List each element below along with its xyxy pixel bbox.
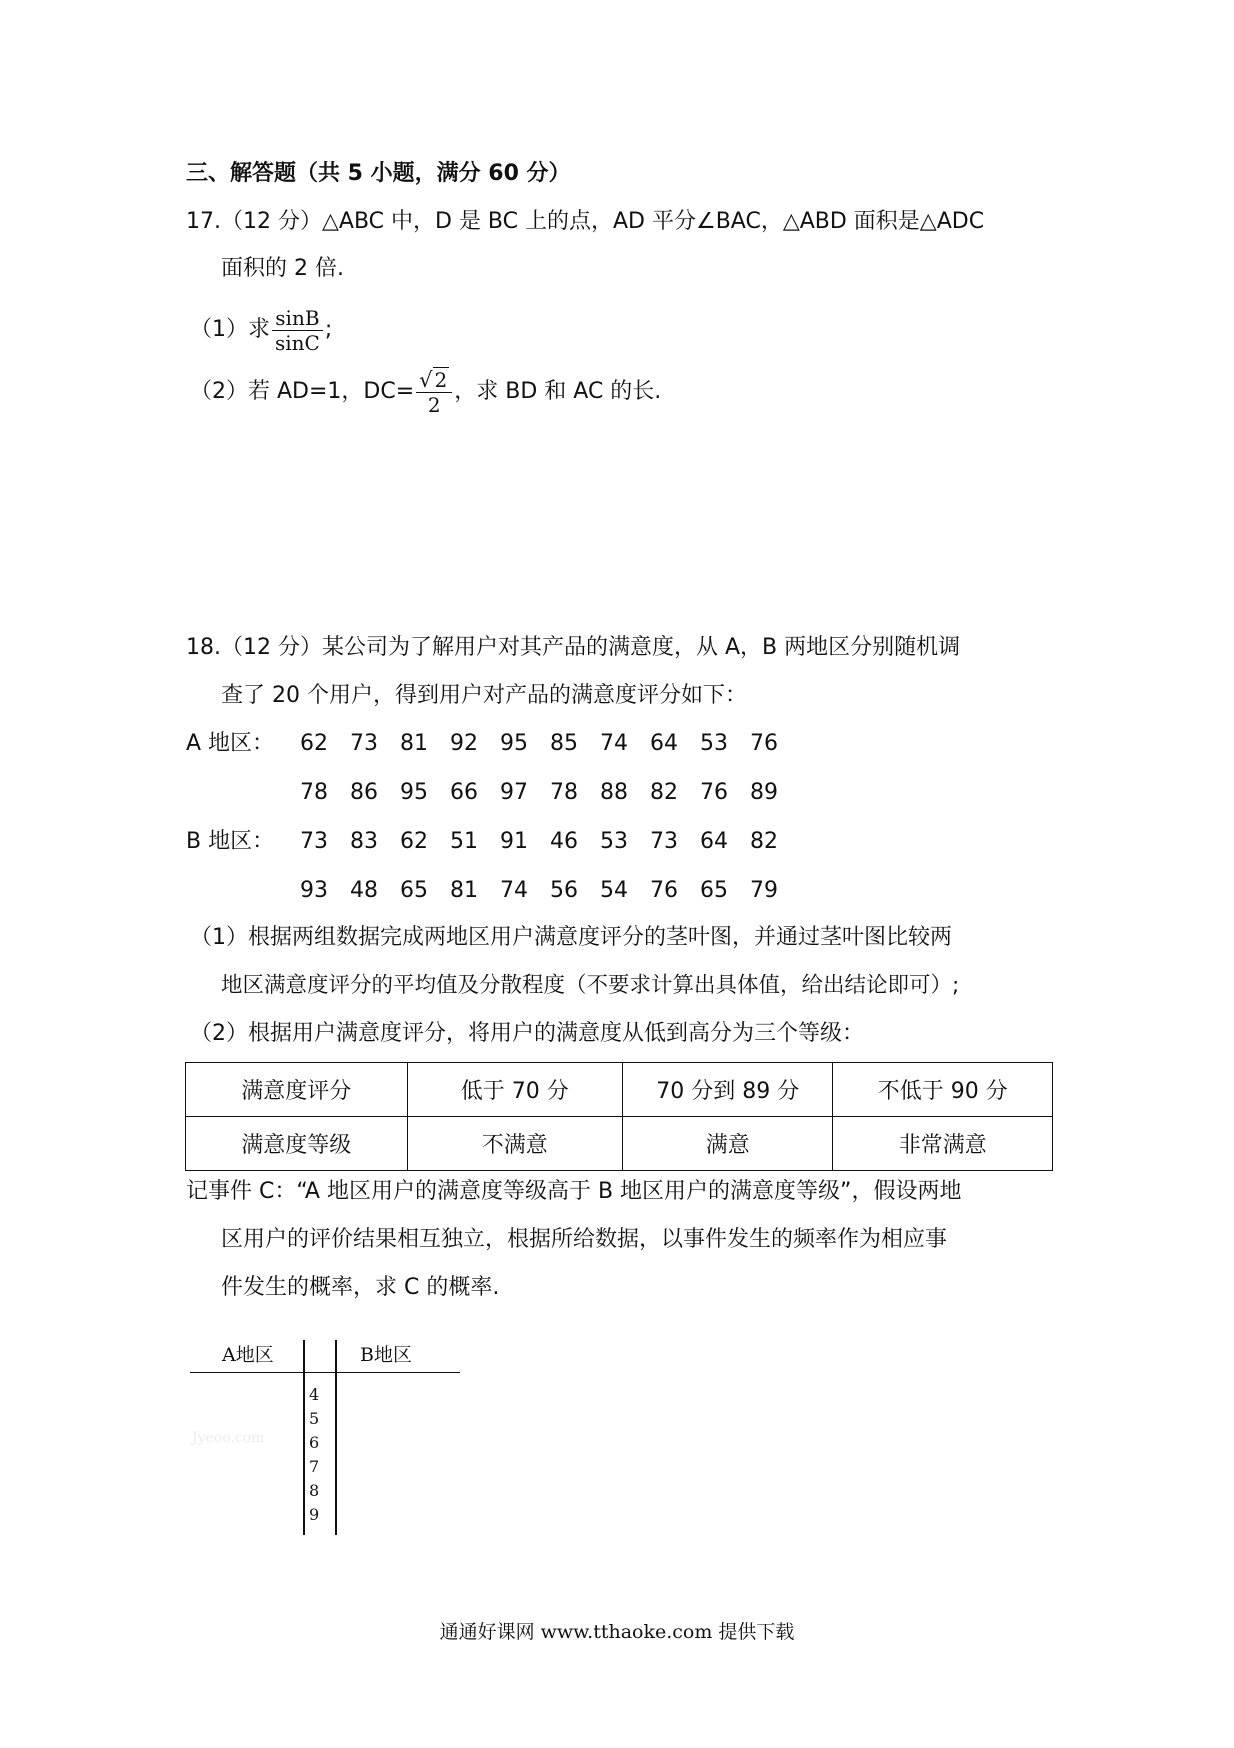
score: 92 bbox=[450, 731, 478, 756]
fraction-denominator: sinC bbox=[275, 330, 320, 355]
region-b-header: B地区 bbox=[360, 1344, 412, 1366]
score: 74 bbox=[500, 878, 528, 903]
region-a-header: A地区 bbox=[222, 1344, 274, 1366]
score: 93 bbox=[300, 878, 328, 903]
score: 97 bbox=[500, 780, 528, 805]
table-row bbox=[186, 1117, 1053, 1171]
score: 73 bbox=[650, 829, 678, 854]
score: 54 bbox=[600, 878, 628, 903]
stem-value: 9 bbox=[309, 1505, 320, 1524]
region-a-scores-row2 bbox=[186, 777, 789, 809]
score: 73 bbox=[350, 731, 378, 756]
region-b-label: B 地区： bbox=[186, 829, 275, 854]
event-c-line2: 区用户的评价结果相互独立，根据所给数据，以事件发生的频率作为相应事 bbox=[221, 1227, 948, 1252]
dc-value-fraction bbox=[416, 368, 452, 417]
score: 65 bbox=[700, 878, 728, 903]
score: 53 bbox=[700, 731, 728, 756]
q17-part2-suffix: ，求 BD 和 AC 的长. bbox=[454, 379, 662, 404]
score: 82 bbox=[650, 780, 678, 805]
q18-part1-line1: （1）根据两组数据完成两地区用户满意度评分的茎叶图，并通过茎叶图比较两 bbox=[190, 925, 952, 950]
stem-value: 6 bbox=[309, 1433, 320, 1452]
score: 89 bbox=[750, 780, 778, 805]
region-b-scores-row2 bbox=[186, 875, 789, 907]
table-cell: 满意度等级 bbox=[186, 1117, 408, 1171]
score: 51 bbox=[450, 829, 478, 854]
score: 62 bbox=[400, 829, 428, 854]
q18-line1: 18.（12 分）某公司为了解用户对其产品的满意度，从 A，B 两地区分别随机调 bbox=[186, 635, 961, 660]
score: 82 bbox=[750, 829, 778, 854]
q17-part2 bbox=[190, 362, 661, 422]
score: 95 bbox=[400, 780, 428, 805]
stem-divider-right bbox=[335, 1340, 337, 1535]
q18-line2: 查了 20 个用户，得到用户对产品的满意度评分如下： bbox=[221, 683, 747, 708]
region-a-scores-row1 bbox=[186, 728, 789, 760]
q17-part1 bbox=[190, 300, 332, 360]
score: 73 bbox=[300, 829, 328, 854]
event-c-line1: 记事件 C：“A 地区用户的满意度等级高于 B 地区用户的满意度等级”，假设两地 bbox=[186, 1179, 962, 1204]
q17-line2: 面积的 2 倍. bbox=[221, 256, 344, 281]
fraction-denominator: 2 bbox=[427, 392, 441, 417]
table-cell: 不满意 bbox=[407, 1117, 622, 1171]
stem-and-leaf-plot bbox=[190, 1340, 465, 1538]
stem-value: 7 bbox=[309, 1457, 320, 1476]
score: 88 bbox=[600, 780, 628, 805]
stem-value: 5 bbox=[309, 1409, 320, 1428]
q17-part1-suffix: ; bbox=[324, 317, 333, 342]
header-divider bbox=[190, 1372, 460, 1373]
region-a-label: A 地区： bbox=[186, 731, 275, 756]
score: 66 bbox=[450, 780, 478, 805]
footer-text: 通通好课网 www.tthaoke.com 提供下载 bbox=[439, 1621, 795, 1643]
table-cell: 满意度评分 bbox=[186, 1063, 408, 1117]
region-b-scores-row1 bbox=[186, 826, 789, 858]
score: 78 bbox=[300, 780, 328, 805]
score: 76 bbox=[750, 731, 778, 756]
score: 53 bbox=[600, 829, 628, 854]
score: 91 bbox=[500, 829, 528, 854]
score: 81 bbox=[450, 878, 478, 903]
score: 62 bbox=[300, 731, 328, 756]
table-cell: 70 分到 89 分 bbox=[622, 1063, 832, 1117]
score: 64 bbox=[700, 829, 728, 854]
score: 79 bbox=[750, 878, 778, 903]
fraction-numerator bbox=[416, 368, 452, 393]
q18-part2-line1: （2）根据用户满意度评分，将用户的满意度从低到高分为三个等级： bbox=[190, 1021, 864, 1046]
fraction-numerator: sinB bbox=[272, 306, 323, 331]
section-title: 三、解答题（共 5 小题，满分 60 分） bbox=[186, 161, 571, 186]
square-root bbox=[419, 368, 449, 392]
stem-column bbox=[309, 1383, 319, 1527]
watermark: Jyeoo.com bbox=[192, 1430, 265, 1446]
q17-line1: 17.（12 分）△ABC 中，D 是 BC 上的点，AD 平分∠BAC，△ABD 面积是△ADC bbox=[186, 209, 985, 234]
table-cell: 不低于 90 分 bbox=[833, 1063, 1053, 1117]
score: 76 bbox=[650, 878, 678, 903]
score: 65 bbox=[400, 878, 428, 903]
score: 64 bbox=[650, 731, 678, 756]
score: 85 bbox=[550, 731, 578, 756]
stem-value: 8 bbox=[309, 1481, 320, 1500]
score: 74 bbox=[600, 731, 628, 756]
score: 81 bbox=[400, 731, 428, 756]
radical-sign: √ bbox=[419, 367, 433, 392]
satisfaction-grade-table bbox=[185, 1062, 1053, 1171]
q17-part1-prefix: （1）求 bbox=[190, 317, 270, 342]
score: 46 bbox=[550, 829, 578, 854]
score: 95 bbox=[500, 731, 528, 756]
radicand: 2 bbox=[434, 367, 448, 392]
score: 86 bbox=[350, 780, 378, 805]
table-cell: 满意 bbox=[622, 1117, 832, 1171]
stem-value: 4 bbox=[309, 1385, 320, 1404]
table-cell: 低于 70 分 bbox=[407, 1063, 622, 1117]
stem-divider-left bbox=[303, 1340, 305, 1535]
sin-ratio-fraction bbox=[272, 306, 323, 355]
score: 76 bbox=[700, 780, 728, 805]
score: 78 bbox=[550, 780, 578, 805]
score: 83 bbox=[350, 829, 378, 854]
table-row bbox=[186, 1063, 1053, 1117]
table-cell: 非常满意 bbox=[833, 1117, 1053, 1171]
score: 48 bbox=[350, 878, 378, 903]
q18-part1-line2: 地区满意度评分的平均值及分散程度（不要求计算出具体值，给出结论即可）; bbox=[221, 973, 960, 998]
q17-part2-prefix: （2）若 AD=1，DC= bbox=[190, 379, 415, 404]
score: 56 bbox=[550, 878, 578, 903]
event-c-line3: 件发生的概率，求 C 的概率. bbox=[221, 1275, 500, 1300]
